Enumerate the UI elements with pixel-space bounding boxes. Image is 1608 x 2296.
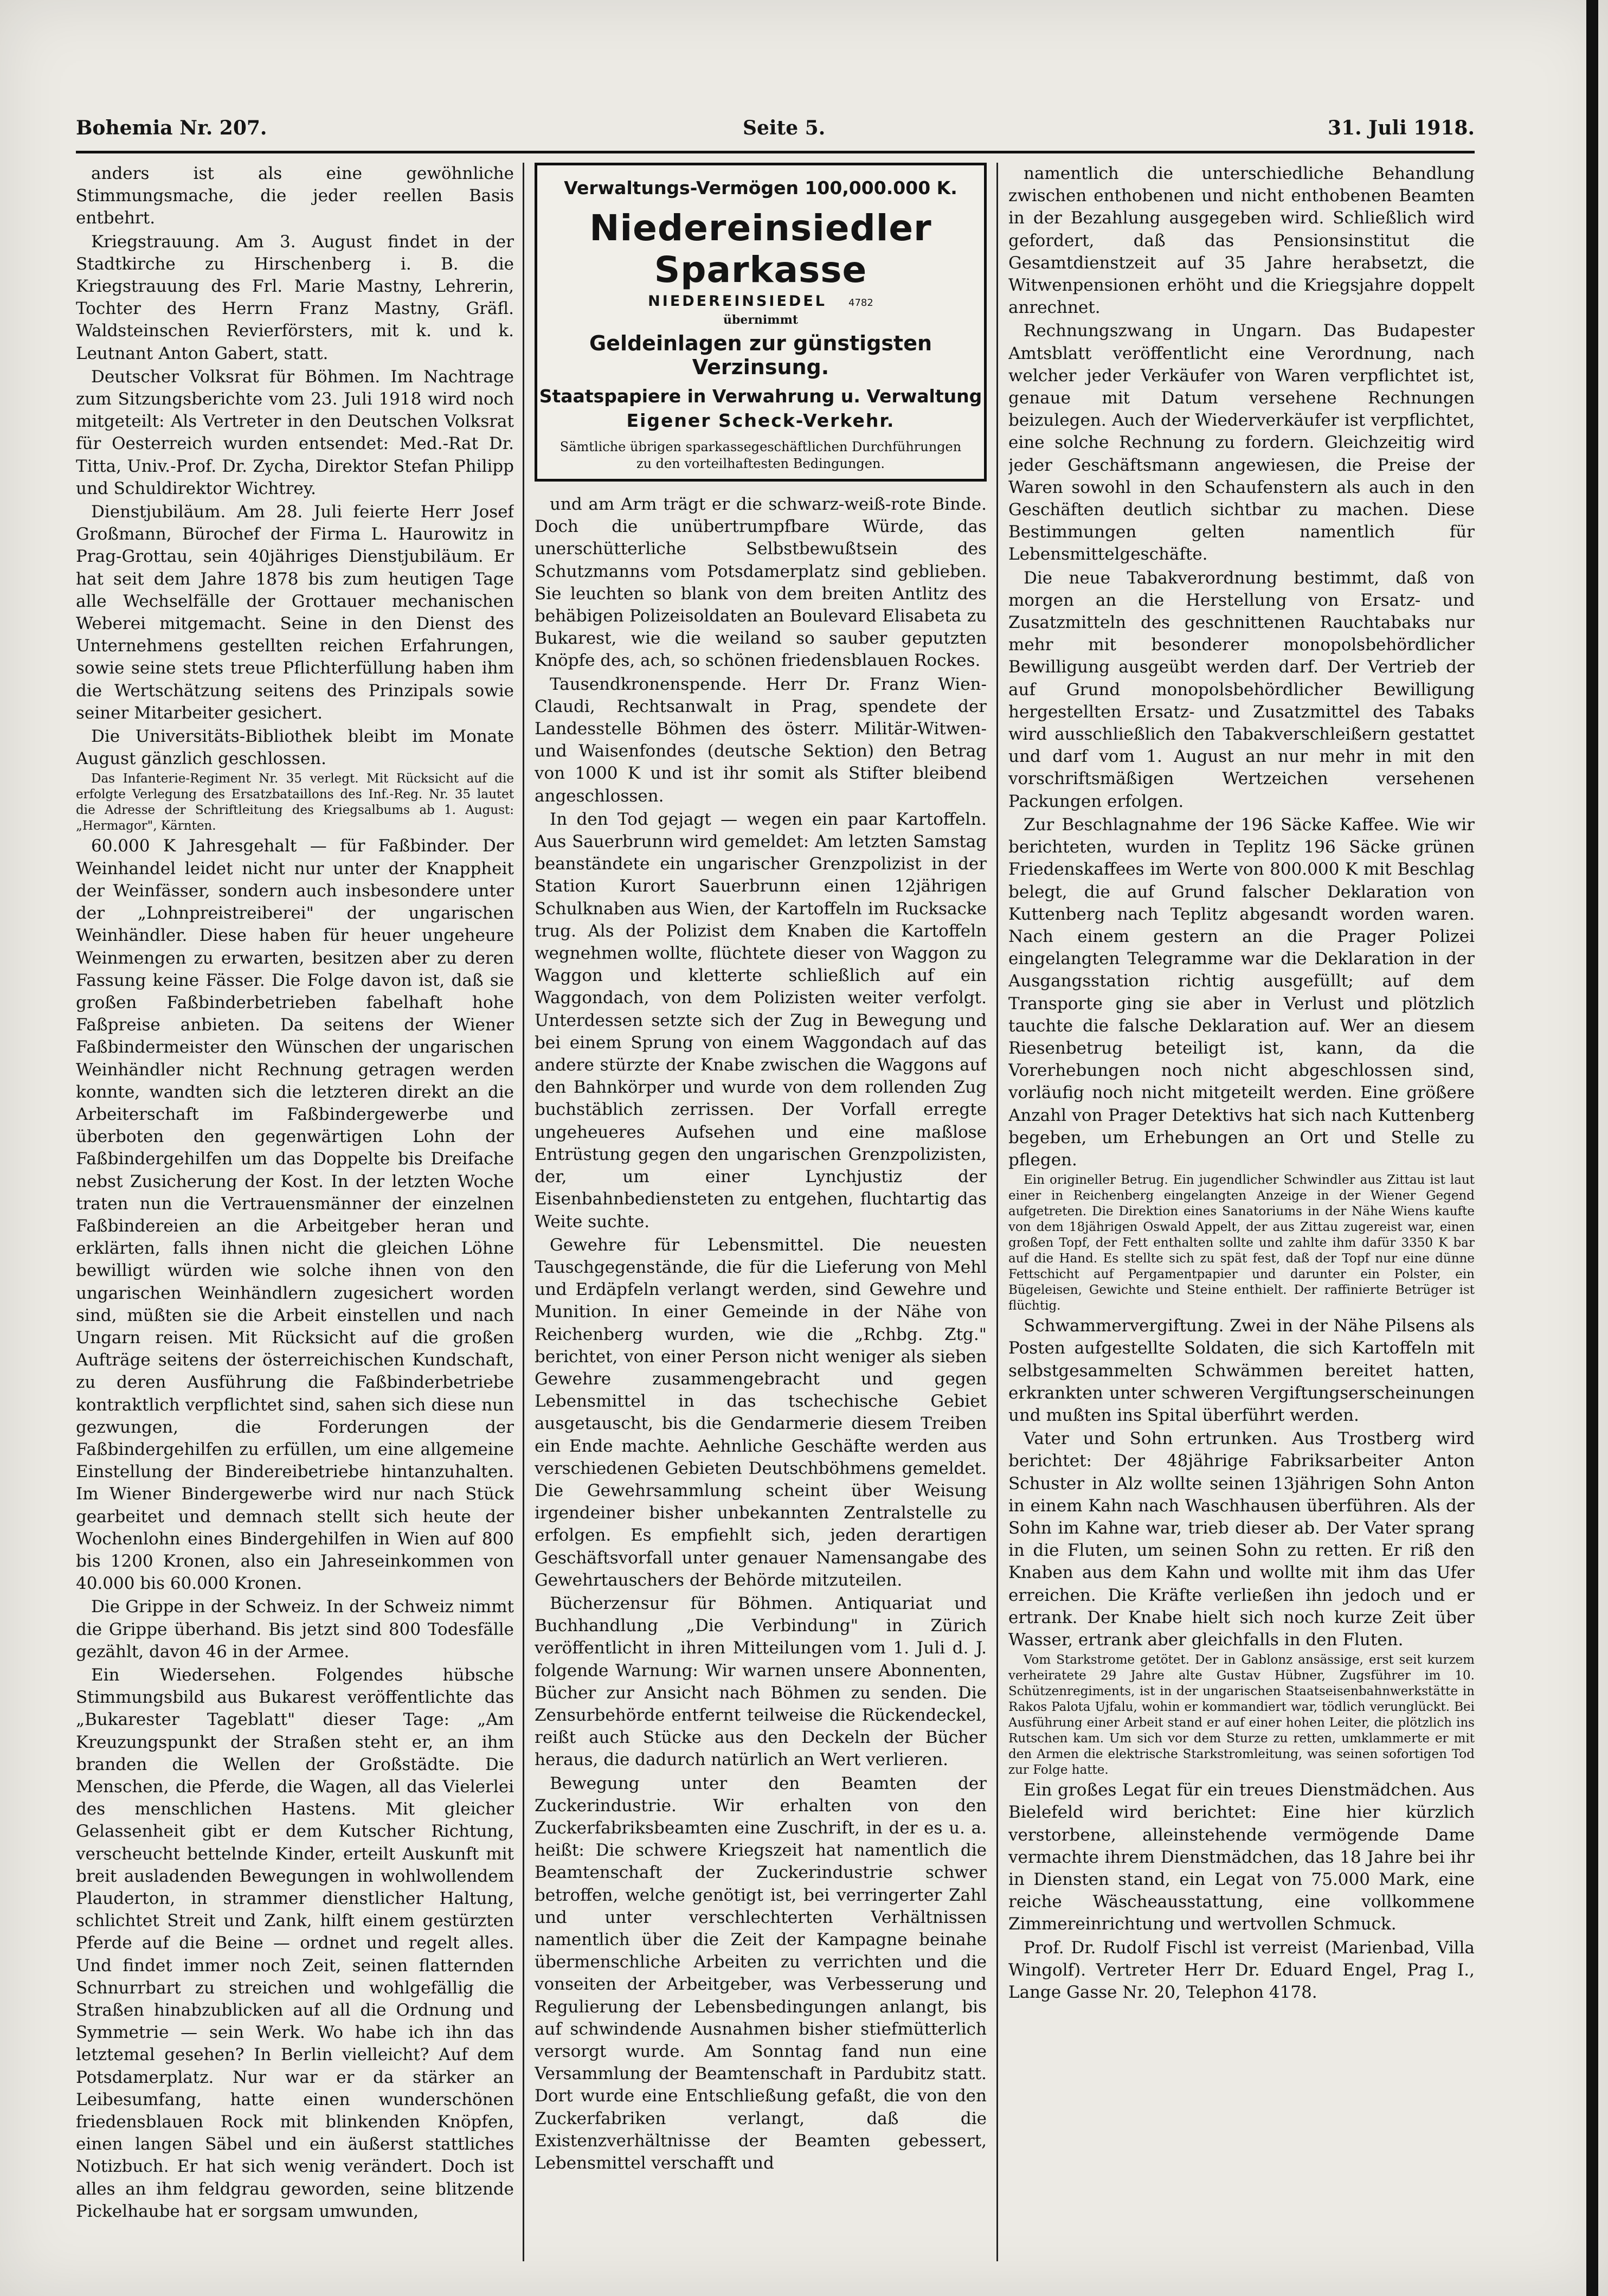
header-rule <box>76 151 1475 153</box>
header-page-number: Seite 5. <box>743 117 826 139</box>
column-1 <box>76 163 514 2261</box>
page-header <box>76 117 1475 149</box>
column-3 <box>1008 163 1475 2261</box>
article-paragraph: Dienstjubiläum. Am 28. Juli feierte Herr Josef Großmann, Bürochef der Firma L. Haurowitz in Prag-Grottau, sein 40jähriges Dienstjubiläum. Er hat seit dem Jahre 1878 bis zum heutigen Tage alle Wechselfälle der Grottauer mechanischen Weberei mitgemacht. Seine in den Dienst des Unternehmens gestellten reichen Erfahrungen, sowie seine stets treue Pflichterfüllung haben ihm die Wertschätzung seitens des Prinzipals sowie seiner Mitarbeiter gesichert. <box>76 502 514 723</box>
article-paragraph: Bewegung unter den Beamten der Zuckerindustrie. Wir erhalten von den Zuckerfabriksbeamten eine Zuschrift, in der es u. a. heißt: Die schwere Kriegszeit hat namentlich die Beamtenschaft der Zuckerindustrie schwer betroffen, welche genötigt ist, bei verringerter Zahl und unter verschlechterten Verhältnissen namentlich über die Zeit der Kampagne beinahe übermenschliche Arbeiten zu verrichten und die vonseiten der Arbeitgeber, was Verbesserung und Regulierung der Lebensbedingungen anlangt, bis auf schwindende Ausnahmen bisher stiefmütterlich versorgt wurde. Am Sonntag fand nun eine Versammlung der Beamtenschaft in Pardubitz statt. Dort wurde eine Entschließung gefaßt, die von den Zuckerfabriken verlangt, daß die Existenzverhältnisse der Beamten gebessert, Lebensmittel verschafft und <box>535 1773 987 2173</box>
article-paragraph: Prof. Dr. Rudolf Fischl ist verreist (Marienbad, Villa Wingolf). Vertreter Herr Dr. Eduard Engel, Prag I., Lange Gasse Nr. 20, Telephon 4178. <box>1008 1938 1475 2003</box>
column-2 <box>535 493 987 2261</box>
article-paragraph: 60.000 K Jahresgehalt — für Faßbinder. Der Weinhandel leidet nicht nur unter der Knappheit der Weinfässer, sondern auch insbesondere unter der „Lohnpreistreiberei" der ungarischen Weinhändler. Diese haben für heuer ungeheure Weinmengen zu erwarten, besitzen aber zu deren Fassung keine Fässer. Die Folge davon ist, daß sie großen Faßbinderbetrieben fabelhaft hohe Faßpreise anbieten. Da seitens der Wiener Faßbindermeister den Wünschen der ungarischen Weinhändler nicht Rechnung getragen werden konnte, wandten sich die letzteren direkt an die Arbeiterschaft im Faßbindergewerbe und überboten den gegenwärtigen Lohn der Faßbindergehilfen um das Doppelte bis Dreifache nebst Zusicherung der Kost. In der letzten Woche traten nun die Vertrauensmänner der einzelnen Faßbindereien an die Arbeitgeber heran und erklärten, falls ihnen nicht die gleichen Löhne bewilligt würden wie solche ihnen von den ungarischen Weinhändlern zugesichert worden sind, müßten sie die Arbeit einstellen und nach Ungarn reisen. Mit Rücksicht auf die großen Aufträge seitens der österreichischen Kundschaft, zu deren Ausführung die Faßbinderbetriebe kontraktlich verpflichtet sind, sahen sich diese nun gezwungen, die Forderungen der Faßbindergehilfen zu erfüllen, um eine allgemeine Einstellung der Bindereibetriebe hintanzuhalten. Im Wiener Bindergewerbe wird nur nach Stück gearbeitet und demnach stellt sich heute der Wochenlohn eines Bindergehilfen in Wien auf 800 bis 1200 Kronen, also ein Jahreseinkommen von 40.000 bis 60.000 Kronen. <box>76 836 514 1594</box>
article-paragraph: Deutscher Volksrat für Böhmen. Im Nachtrage zum Sitzungsberichte vom 23. Juli 1918 wird noch mitgeteilt: Als Vertreter in den Deutschen Volksrat für Oesterreich wurden entsendet: Med.-Rat Dr. Titta, Univ.-Prof. Dr. Zycha, Direktor Stefan Philipp und Schuldirektor Wichtrey. <box>76 367 514 498</box>
article-paragraph: In den Tod gejagt — wegen ein paar Kartoffeln. Aus Sauerbrunn wird gemeldet: Am letzten Samstag beanständete ein ungarischer Grenzpolizist in der Station Kurort Sauerbrunn einen 12jährigen Schulknaben aus Wien, der Kartoffeln im Rucksacke trug. Als der Polizist dem Knaben die Kartoffeln wegnehmen wollte, flüchtete dieser von Waggon zu Waggon und kletterte schließlich auf ein Waggondach, von dem Polizisten weiter verfolgt. Unterdessen setzte sich der Zug in Bewegung und bei einem Sprung von einem Waggondach auf das andere stürzte der Knabe zwischen die Waggons auf den Bahnkörper und wurde von dem rollenden Zug buchstäblich zerrissen. Der Vorfall erregte ungeheueres Aufsehen und eine maßlose Entrüstung gegen den ungarischen Grenzpolizisten, der, um einer Lynchjustiz der Eisenbahnbediensteten zu entgehen, fluchtartig das Weite suchte. <box>535 809 987 1232</box>
ad-phone-number: 4782 <box>848 297 873 309</box>
article-paragraph: Vater und Sohn ertrunken. Aus Trostberg wird berichtet: Der 48jährige Fabriksarbeiter Anton Schuster in Alz wollte seinen 13jährigen Sohn Anton in einem Kahn nach Waschhausen überführen. Als der Sohn im Kahne war, trieb dieser ab. Der Vater sprang in die Fluten, um seinen Sohn zu retten. Er riß den Knaben aus dem Kahn und wollte mit ihm das Ufer erreichen. Die Kräfte verließen ihn jedoch und er ertrank. Der Knabe hielt sich noch kurze Zeit über Wasser, ertrank aber gleichfalls in den Fluten. <box>1008 1429 1475 1650</box>
header-issue: Bohemia Nr. 207. <box>76 117 267 139</box>
article-paragraph: Zur Beschlagnahme der 196 Säcke Kaffee. Wie wir berichteten, wurden in Teplitz 196 Säcke grünen Friedenskaffees im Werte von 800.000 K mit Beschlag belegt, die auf Grund falscher Deklaration von Kuttenberg nach Teplitz abgesandt worden waren. Nach einem gestern an die Prager Polizei eingelangten Telegramme war die Deklaration in der Ausgangsstation richtig ausgefüllt; auf dem Transporte ging sie aber in Verlust und plötzlich tauchte die falsche Deklaration auf. Wer an diesem Riesenbetrug beteiligt ist, kann, da die Vorerhebungen noch nicht abgeschlossen sind, vorläufig noch nicht mitgeteilt werden. Eine größere Anzahl von Prager Detektivs hat sich nach Kuttenberg begeben, um Erhebungen an Ort und Stelle zu pflegen. <box>1008 814 1475 1170</box>
article-paragraph: Schwammervergiftung. Zwei in der Nähe Pilsens als Posten aufgestellte Soldaten, die sich Kartoffeln mit selbstgesammelten Schwämmen bereitet hatten, erkrankten unter schweren Vergiftungserscheinungen und mußten ins Spital überführt werden. <box>1008 1316 1475 1425</box>
article-paragraph: Bücherzensur für Böhmen. Antiquariat und Buchhandlung „Die Verbindung" in Zürich veröffentlicht in ihren Mitteilungen vom 1. Juli d. J. folgende Warnung: Wir warnen unsere Abonnenten, Bücher zur Ansicht nach Böhmen zu senden. Die Zensurbehörde entfernt teilweise die Rückendeckel, reißt auch Stücke aus den Deckeln der Bücher heraus, die dadurch natürlich an Wert verlieren. <box>535 1593 987 1770</box>
bank-advertisement <box>535 163 987 482</box>
article-paragraph: Ein großes Legat für ein treues Dienstmädchen. Aus Bielefeld wird berichtet: Eine hier kürzlich verstorbene, alleinstehende vermögende Dame vermachte ihrem Dienstmädchen, das 18 Jahre bei ihr in Diensten stand, ein Legat von 75.000 Mark, eine reiche Wäscheausstattung, eine vollkommene Zimmereinrichtung und wertvollen Schmuck. <box>1008 1780 1475 1934</box>
ad-location-text: NIEDEREINSIEDEL <box>648 293 827 310</box>
ad-bank-name: Niedereinsiedler Sparkasse <box>589 207 932 291</box>
article-paragraph: Das Infanterie-Regiment Nr. 35 verlegt. Mit Rücksicht auf die erfolgte Verlegung des Ersatzbataillons des Inf.-Reg. Nr. 35 lautet die Adresse der Schriftleitung des Kriegsalbums ab 1. August: „Hermagor", Kärnten. <box>76 772 514 833</box>
header-date: 31. Juli 1918. <box>1328 117 1475 139</box>
article-paragraph: Die Universitäts-Bibliothek bleibt im Monate August gänzlich geschlossen. <box>76 727 514 769</box>
article-paragraph: anders ist als eine gewöhnliche Stimmungsmache, die jeder reellen Basis entbehrt. <box>76 164 514 228</box>
article-paragraph: Kriegstrauung. Am 3. August findet in der Stadtkirche zu Hirschenberg i. B. die Kriegstrauung des Frl. Marie Mastny, Lehrerin, Tochter des Herrn Franz Mastny, Gräfl. Waldsteinschen Revierförsters, mit k. und k. Leutnant Anton Gabert, statt. <box>76 232 514 363</box>
column-divider <box>996 163 998 2261</box>
article-paragraph: Die neue Tabakverordnung bestimmt, daß von morgen an die Herstellung von Ersatz- und Zusatzmitteln des geschnittenen Rauchtabaks nur mehr mit besonderer monopolsbehördlicher Bewilligung ausgeübt werden darf. Der Vertrieb der auf Grund monopolsbehördlicher Bewilligung hergestellten Ersatz- und Zusatzmittel des Tabaks wird ausschließlich den Tabakverschleißern gestattet und darf vom 1. August an nur mehr in mit den vorschriftsmäßigen Wertzeichen versehenen Packungen erfolgen. <box>1008 568 1475 811</box>
ad-takes-over: übernimmt <box>723 313 799 327</box>
ad-securities: Staatspapiere in Verwahrung u. Verwaltung <box>539 386 982 407</box>
article-paragraph: Gewehre für Lebensmittel. Die neuesten Tauschgegenstände, die für die Lieferung von Mehl und Erdäpfeln verlangt werden, sind Gewehre und Munition. In einer Gemeinde in der Nähe von Reichenberg wurden, wie die „Rchbg. Ztg." berichtet, von einer Person nicht weniger als sieben Gewehre zusammengebracht und gegen Lebensmittel in das tschechische Gebiet ausgetauscht, bis die Gendarmerie diesem Treiben ein Ende machte. Aehnliche Geschäfte werden aus verschiedenen Gebieten Deutschböhmens gemeldet. Die Gewehrsammlung scheint über Weisung irgendeiner bisher unbekannten Zentralstelle zu erfolgen. Es empfiehlt sich, jeden derartigen Geschäftsvorfall unter genauer Namensangabe des Gewehrtauschers der Behörde mitzuteilen. <box>535 1235 987 1590</box>
ad-cheque: Eigener Scheck-Verkehr. <box>626 410 895 431</box>
article-paragraph: Ein Wiedersehen. Folgendes hübsche Stimmungsbild aus Bukarest veröffentlichte das „Bukarester Tageblatt" dieser Tage: „Am Kreuzungspunkt der Straßen steht er, an ihm branden die Wellen der Großstädte. Die Menschen, die Pferde, die Wagen, all das Vielerlei des menschlichen Hastens. Mit gleicher Gelassenheit gibt er dem Kutscher Richtung, verscheucht bettelnde Kinder, erteilt Auskunft mit breit ausladenden Bewegungen in wohlwollendem Plauderton, in strammer dienstlicher Haltung, schlichtet Streit und Zank, hilft einem gestürzten Pferde auf die Beine — ordnet und regelt alles. Und findet immer noch Zeit, seinen flatternden Schnurrbart zu streichen und wohlgefällig die Straßen hinabzublicken auf all die Ordnung und Symmetrie — sein Werk. Wo habe ich ihn das letztemal gesehen? In Berlin vielleicht? Auf dem Potsdamerplatz. Nur war er da stärker an Leibesumfang, hatte einen wunderschönen friedensblauen Rock mit blinkenden Knöpfen, einen langen Säbel und ein äußerst stattliches Notizbuch. Er hat sich wenig verändert. Doch ist alles an ihm feldgrau geworden, seine blitzende Pickelhaube hat er sorgsam umwunden, <box>76 1665 514 2221</box>
ad-other-services: Sämtliche übrigen sparkassegeschäftlichen Durchführungen zu den vorteilhaftesten Bedingungen. <box>559 439 962 471</box>
article-paragraph: Vom Starkstrome getötet. Der in Gablonz ansässige, erst seit kurzem verheiratete 29 Jahre alte Gustav Hübner, Zugsführer im 10. Schützenregiments, ist in der ungarischen Staatseisenbahnwerkstätte in Rakos Palota Ujfalu, wohin er kommandiert war, tödlich verunglückt. Bei Ausführung einer Arbeit stand er auf einer hohen Leiter, die plötzlich ins Rutschen kam. Um sich vor dem Sturze zu retten, umklammerte er mit den Armen die elektrische Starkstromleitung, was seinen sofortigen Tod zur Folge hatte. <box>1008 1653 1475 1778</box>
ad-location <box>537 293 984 310</box>
column-divider <box>523 163 524 2261</box>
ad-deposits: Geldeinlagen zur günstigsten Verzinsung. <box>589 331 932 379</box>
article-paragraph: namentlich die unterschiedliche Behandlung zwischen enthobenen und nicht enthobenen Beamten in der Bezahlung ausgegeben wird. Schließlich wird gefordert, daß das Pensionsinstitut die Gesamtdienstzeit auf 35 Jahre herabsetzt, die Witwenpensionen erhöht und die Kriegsjahre doppelt anrechnet. <box>1008 164 1475 318</box>
article-paragraph: Tausendkronenspende. Herr Dr. Franz Wien-Claudi, Rechtsanwalt in Prag, spendete der Landesstelle Böhmen des österr. Militär-Witwen- und Waisenfondes (deutsche Sektion) den Betrag von 1000 K und ist ihr somit als Stifter bleibend angeschlossen. <box>535 674 987 806</box>
article-paragraph: Die Grippe in der Schweiz. In der Schweiz nimmt die Grippe überhand. Bis jetzt sind 800 Todesfälle gezählt, davon 46 in der Armee. <box>76 1597 514 1662</box>
article-paragraph: und am Arm trägt er die schwarz-weiß-rote Binde. Doch die unübertrumpfbare Würde, das unerschütterliche Selbstbewußtsein des Schutzmanns vom Potsdamerplatz sind geblieben. Sie leuchten so blank von dem breiten Antlitz des behäbigen Polizeisoldaten an Boulevard Elisabeta zu Bukarest, wie die weiland so sauber geputzten Knöpfe des, ach, so schönen friedensblauen Rockes. <box>535 495 987 671</box>
article-paragraph: Ein origineller Betrug. Ein jugendlicher Schwindler aus Zittau ist laut einer in Reichenberg eingelangten Anzeige in der Wiener Gegend aufgetreten. Die Direktion eines Sanatoriums in der Nähe Wiens kaufte von dem 18jährigen Oswald Appelt, der aus Zittau zugereist war, einen großen Topf, der Fett enthalten sollte und zahlte ihm dafür 3350 K bar auf die Hand. Es stellte sich zu spät fest, daß der Topf nur eine dünne Fettschicht auf Pergamentpapier und darunter ein Polster, ein Bügeleisen, Gewichte und Steine enthielt. Der raffinierte Betrüger ist flüchtig. <box>1008 1173 1475 1313</box>
article-paragraph: Rechnungszwang in Ungarn. Das Budapester Amtsblatt veröffentlicht eine Verordnung, nach welcher jeder Verkäufer von Waren verpflichtet ist, genaue mit Datum versehene Rechnungen beizulegen. Auch der Wiederverkäufer ist verpflichtet, eine solche Rechnung zu fordern. Gleichzeitig wird jeder Geschäftsmann angewiesen, die Preise der Waren sowohl in den Schaufenstern als auch in den Geschäften deutlich sichtbar zu machen. Diese Bestimmungen gelten namentlich für Lebensmittelgeschäfte. <box>1008 321 1475 565</box>
page-border <box>1586 0 1598 2296</box>
ad-capital-line: Verwaltungs-Vermögen 100,000.000 K. <box>564 177 957 198</box>
